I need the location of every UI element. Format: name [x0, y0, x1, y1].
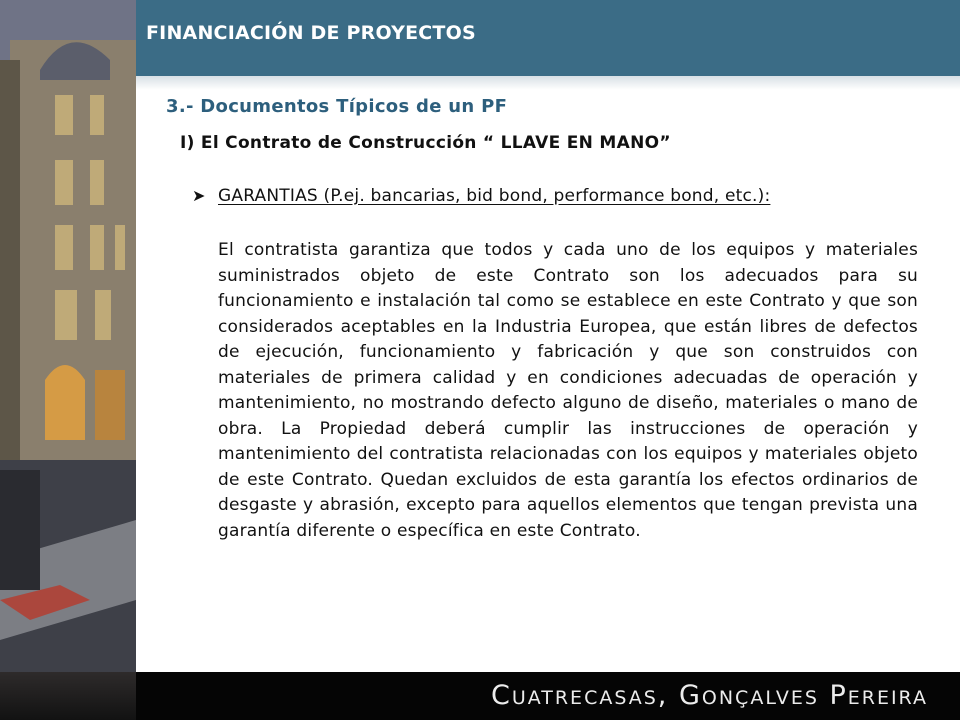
subsection-title: I) El Contrato de Construcción “ LLAVE EN MANO” [180, 133, 671, 153]
header-bar [136, 0, 960, 76]
bullet-text: GARANTIAS (P.ej. bancarias, bid bond, performance bond, etc.): [218, 186, 771, 206]
building-illustration [0, 0, 136, 672]
section-title: 3.- Documentos Típicos de un PF [166, 96, 508, 117]
header-title: FINANCIACIÓN DE PROYECTOS [146, 22, 476, 44]
arrow-bullet-icon: ➤ [192, 186, 206, 205]
header-shadow [136, 76, 960, 90]
footer-bar [0, 672, 960, 720]
footer-photo-strip [0, 672, 136, 720]
footer-brand-logo: Cuatrecasas, Gonçalves Pereira [490, 680, 928, 711]
building-photo [0, 0, 136, 672]
body-paragraph: El contratista garantiza que todos y cada uno de los equipos y materiales suministrados objeto de este Contrato son los adecuados para su funcionamiento e instalación tal como se establece en este Contrato y que son considerados aceptables en la Industria Europea, que están libres de defectos de ejecución, funcionamiento y fabricación y que son construidos con materiales de primera calidad y en condiciones adecuadas de operación y mantenimiento, no mostrando defecto alguno de diseño, materiales o mano de obra. La Propiedad deberá cumplir las instrucciones de operación y mantenimiento del contratista relacionadas con los equipos y materiales objeto de este Contrato. Quedan excluidos de esta garantía los efectos ordinarios de desgaste y abrasión, excepto para aquellos elementos que tengan prevista una garantía diferente o específica en este Contrato. [218, 240, 918, 541]
